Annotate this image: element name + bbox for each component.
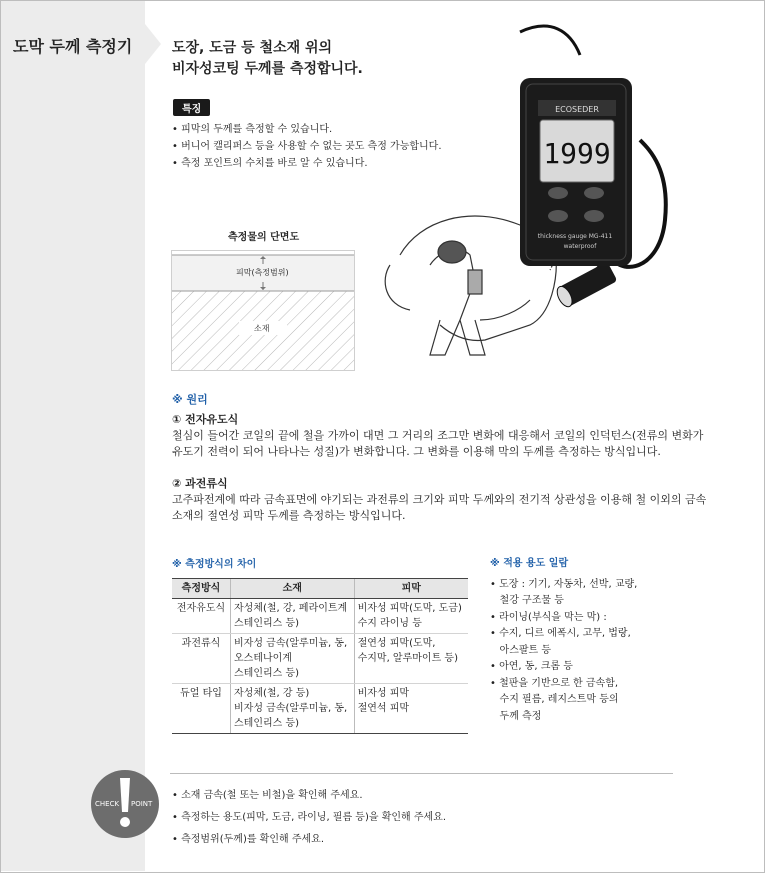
cell-line: 스테인리스 등) bbox=[234, 718, 300, 729]
list-item: • 라이닝(부식을 막는 막) : bbox=[490, 611, 607, 623]
list-item: 아스팔트 등 bbox=[490, 644, 552, 656]
device-brand: ECOSEDER bbox=[555, 105, 599, 114]
column-header: 피막 bbox=[354, 579, 468, 599]
material-cell bbox=[231, 634, 355, 684]
check-list bbox=[172, 785, 446, 851]
cell-line: 수지막, 알루마이트 등) bbox=[357, 653, 458, 664]
table-header-row bbox=[172, 579, 468, 599]
list-item: • 측정하는 용도(피막, 도금, 라이닝, 필름 등)을 확인해 주세요. bbox=[172, 812, 447, 823]
feature-item: • 피막의 두께를 측정할 수 있습니다. bbox=[172, 124, 333, 135]
principle-section-1-title: ① 전자유도식 bbox=[172, 413, 239, 426]
probe-icon bbox=[554, 261, 617, 309]
cell-line: 비자성 피막(도막, 도금) bbox=[357, 603, 462, 614]
principle-section-1-line-1: 철심이 들어간 코일의 끝에 철을 가까이 대면 그 거리의 조그만 변화에 대응해서 코일의 인덕턴스(전류의 변화가 bbox=[172, 429, 704, 442]
principle-heading: ※ 원리 bbox=[172, 393, 208, 406]
cell-line: 오스테나이계 bbox=[234, 653, 292, 664]
cell-line: 수지 라이닝 등 bbox=[357, 618, 422, 629]
uses-heading: ※ 적용 용도 일람 bbox=[490, 558, 569, 569]
tab-arrow bbox=[145, 24, 161, 64]
principle-section-2-line-2: 소재의 절연성 피막 두께를 측정하는 방식입니다. bbox=[172, 509, 406, 522]
check-badge-right: POINT bbox=[131, 800, 153, 808]
feature-item: • 버니어 캘리퍼스 등을 사용할 수 없는 곳도 측정 가능합니다. bbox=[172, 141, 442, 152]
coating-cell bbox=[354, 684, 468, 734]
coating-cell bbox=[354, 599, 468, 634]
list-item: • 소재 금속(철 또는 비철)을 확인해 주세요. bbox=[172, 790, 363, 801]
table-row bbox=[172, 634, 468, 684]
cell-line: 스테인리스 등) bbox=[234, 668, 300, 679]
method-cell: 전자유도식 bbox=[172, 599, 231, 634]
coating-cell bbox=[354, 634, 468, 684]
divider bbox=[170, 773, 673, 774]
list-item: 두께 측정 bbox=[490, 710, 542, 722]
method-cell: 과전류식 bbox=[172, 634, 231, 684]
cell-line: 스테인리스 등) bbox=[234, 618, 300, 629]
column-header: 측정방식 bbox=[172, 579, 231, 599]
method-cell: 듀얼 타입 bbox=[172, 684, 231, 734]
column-header: 소재 bbox=[231, 579, 355, 599]
uses-list bbox=[490, 556, 690, 725]
cell-line: 자성체(철, 강, 페라이트계 bbox=[234, 603, 348, 614]
material-cell bbox=[231, 684, 355, 734]
cell-line: 자성체(철, 강 등) bbox=[234, 688, 310, 699]
material-cell bbox=[231, 599, 355, 634]
headline-line-1: 도장, 도금 등 철소재 위의 bbox=[172, 40, 333, 56]
table-row bbox=[172, 599, 468, 634]
headline-line-2: 비자성코팅 두께를 측정합니다. bbox=[172, 61, 363, 77]
list-item: • 수지, 디르 에폭시, 고무, 법랑, bbox=[490, 628, 631, 639]
section-tab bbox=[1, 24, 145, 64]
comparison-heading: ※ 측정방식의 차이 bbox=[172, 559, 257, 570]
principle-section-2-line-1: 고주파전계에 따라 금속표면에 야기되는 과전류의 크기와 피막 두께와의 전기적 상관성을 이용해 철 이외의 금속 bbox=[172, 493, 707, 506]
device-display: 1999 bbox=[543, 137, 611, 170]
cell-line: 비자성 금속(알루미늄, 동, bbox=[234, 703, 348, 714]
left-sidebar bbox=[1, 1, 145, 871]
feature-item: • 측정 포인트의 수치를 바로 알 수 있습니다. bbox=[172, 158, 368, 169]
list-item: 수지 필름, 레지스트막 등의 bbox=[490, 694, 619, 705]
list-item: • 도장 : 기기, 자동차, 선박, 교량, bbox=[490, 578, 638, 590]
cell-line: 비자성 금속(알루미늄, 동, bbox=[234, 638, 348, 649]
table-row bbox=[172, 684, 468, 734]
substrate-label: 소재 bbox=[254, 324, 270, 333]
device-model-line-1: thickness gauge MG-411 bbox=[537, 233, 613, 240]
diagram-title: 측정물의 단면도 bbox=[228, 232, 300, 243]
comparison-table bbox=[172, 578, 468, 734]
headline bbox=[172, 38, 363, 80]
section-title: 도막 두께 측정기 bbox=[13, 37, 133, 56]
cell-line: 절연석 피막 bbox=[357, 703, 410, 714]
thickness-gauge-illustration bbox=[380, 20, 680, 370]
cell-line: 비자성 피막 bbox=[357, 688, 410, 699]
device-model-line-2: waterproof bbox=[563, 243, 597, 250]
cell-line: 절연성 피막(도막, bbox=[357, 638, 436, 649]
list-item: • 철판을 기반으로 한 금속함, bbox=[490, 677, 619, 689]
list-item: • 측정범위(두께)를 확인해 주세요. bbox=[172, 834, 324, 845]
check-badge-left: CHECK bbox=[95, 800, 120, 808]
principle-section-1-line-2: 유도기 전력이 되어 나타나는 성질)가 변화합니다. 그 변화를 이용해 막의 두께를 측정하는 방식입니다. bbox=[172, 445, 661, 458]
list-item: • 아연, 동, 크롬 등 bbox=[490, 661, 573, 672]
principle-section-2-title: ② 과전류식 bbox=[172, 477, 228, 490]
coating-label: 피막(측정범위) bbox=[236, 268, 289, 277]
list-item: 철강 구조물 등 bbox=[490, 595, 564, 606]
features-badge: 특징 bbox=[173, 99, 210, 116]
check-point-badge bbox=[91, 770, 159, 838]
